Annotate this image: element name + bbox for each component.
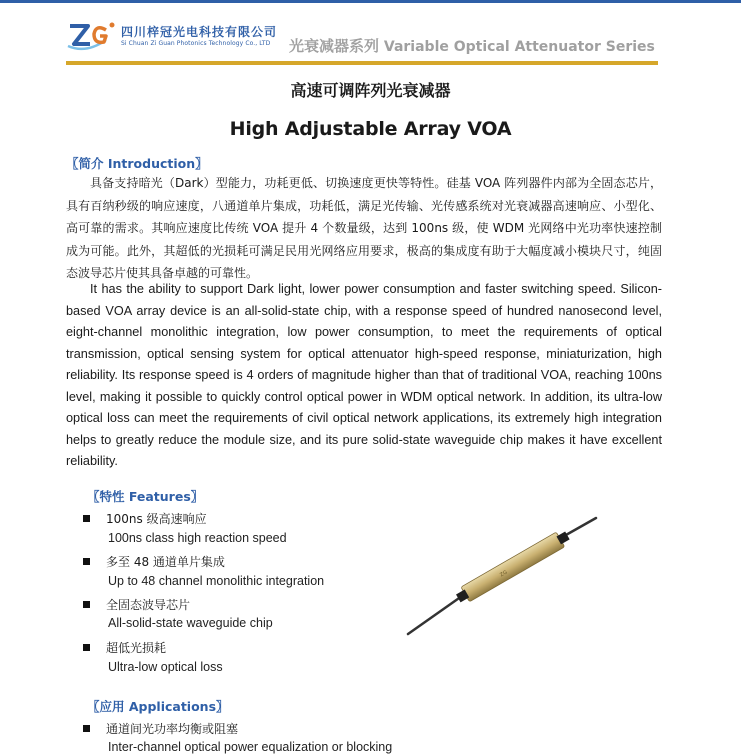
feature-label-cn: 超低光损耗 xyxy=(106,641,167,655)
feature-label-en: Ultra-low optical loss xyxy=(108,660,223,674)
introduction-paragraph-en: It has the ability to support Dark light, lower power consumption and faster switching speed. Silicon-based VOA array device is an all-solid-state chip, with a response speed of hundred nanosecond level, eight-channel monolithic integration, low power consumption, to meet the requirements of optical transmission, optical sensing system for optical attenuator high-speed response, miniaturization, high reliability. Its response speed is 4 orders of magnitude higher than that of traditional VOA, reaching 100ns level, making it possible to quickly control optical power in WDM optical network. In addition, its ultra-low optical loss can meet the requirements of civil optical network applications, its extremely high integration helps to greatly reduce the module size, and its pure solid-state waveguide chip makes it have excellent reliability. xyxy=(66,282,662,468)
page-title-cn: 高速可调阵列光衰减器 xyxy=(290,81,451,100)
feature-label-en: All-solid-state waveguide chip xyxy=(108,616,273,630)
application-item xyxy=(83,720,238,737)
header-divider xyxy=(66,61,658,65)
company-name-cn: 四川梓冠光电科技有限公司 xyxy=(121,25,278,39)
features-heading: 〖特性 Features〗 xyxy=(87,489,204,504)
bullet-icon xyxy=(83,558,90,565)
series-title-en: Variable Optical Attenuator Series xyxy=(383,39,655,55)
feature-label-cn: 100ns 级高速响应 xyxy=(106,512,207,526)
bullet-icon xyxy=(83,515,90,522)
bullet-icon xyxy=(83,601,90,608)
bullet-icon xyxy=(83,725,90,732)
feature-label-cn: 多至 48 通道单片集成 xyxy=(106,555,225,569)
series-title xyxy=(289,35,655,56)
top-border-line xyxy=(0,0,741,3)
feature-label-cn: 全固态波导芯片 xyxy=(106,598,191,612)
application-label-en: Inter-channel optical power equalization or blocking xyxy=(108,740,393,754)
product-photo-voa-module xyxy=(400,510,605,640)
applications-heading: 〖应用 Applications〗 xyxy=(87,699,229,714)
feature-item xyxy=(83,510,207,527)
introduction-heading: 〖简介 Introduction〗 xyxy=(66,156,208,171)
feature-item xyxy=(83,596,190,613)
page-title-en: High Adjustable Array VOA xyxy=(229,118,512,140)
feature-label-en: 100ns class high reaction speed xyxy=(108,531,287,545)
application-label-cn: 通道间光功率均衡或阻塞 xyxy=(106,722,239,736)
introduction-paragraph-cn: 具备支持暗光（Dark）型能力，功耗更低、切换速度更快等特性。硅基 VOA 阵列器件内部为全固态芯片，具有百纳秒级的响应速度，八通道单片集成，功耗低，满足光传输、光传感系统对光衰减器高速响应、小型化、高可靠的需求。其响应速度比传统 VOA 提升 4 个数量级，达到 100ns 级，使 WDM 光网络中光功率快速控制成为可能。此外，其超低的光损耗可满足民用光网络应用要求，极高的集成度有助于大幅度减小模块尺寸，纯固态波导芯片使其具备卓越的可靠性。 xyxy=(66,176,662,280)
bullet-icon xyxy=(83,644,90,651)
series-title-cn: 光衰减器系列 xyxy=(289,37,380,55)
feature-item xyxy=(83,553,225,570)
svg-text:ZG: ZG xyxy=(499,569,509,579)
company-logo xyxy=(66,20,116,52)
feature-item xyxy=(83,639,166,656)
company-name-en: Si Chuan Zi Guan Photonics Technology Co., LTD xyxy=(121,40,271,47)
feature-label-en: Up to 48 channel monolithic integration xyxy=(108,574,325,588)
